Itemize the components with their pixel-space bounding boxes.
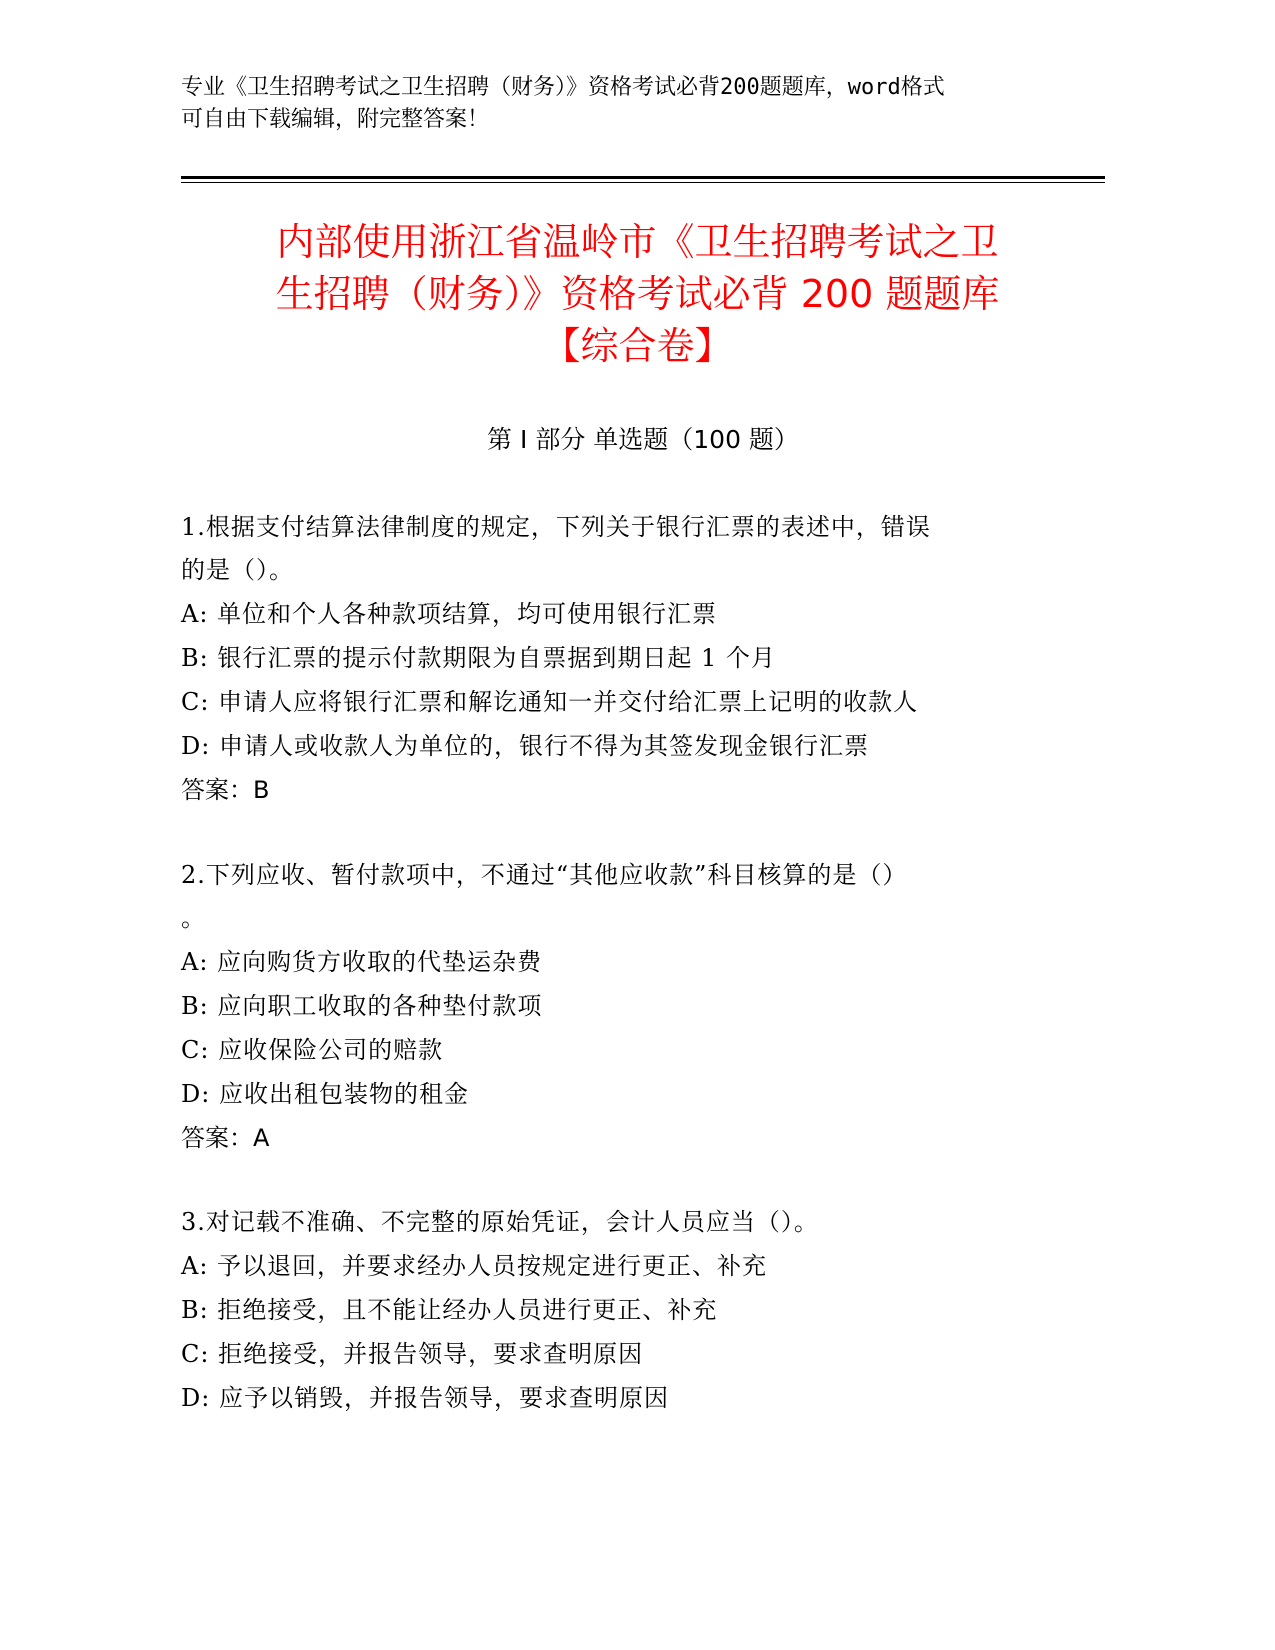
option-d: D: 申请人或收款人为单位的，银行不得为其签发现金银行汇票 [181,732,869,760]
answer: 答案：B [181,776,270,804]
question-2 [181,854,1061,1160]
answer: 答案：A [181,1124,270,1152]
option-a: A: 单位和个人各种款项结算，均可使用银行汇票 [181,600,718,628]
question-stem-continued: 的是（）。 [181,556,294,584]
question-stem-continued: 。 [181,904,206,932]
option-b: B: 拒绝接受，且不能让经办人员进行更正、补充 [181,1296,718,1324]
question-3 [181,1201,1061,1420]
header-line-2: 可自由下载编辑，附完整答案！ [181,107,490,132]
question-1 [181,506,1061,812]
title-line-3: 【综合卷】 [542,324,733,368]
question-stem: 1.根据支付结算法律制度的规定，下列关于银行汇票的表述中，错误 [181,513,931,541]
section-heading: 第 I 部分 单选题（100 题） [487,425,799,454]
document-title [160,216,1115,372]
option-c: C: 拒绝接受，并报告领导，要求查明原因 [181,1340,644,1368]
document-header [181,72,1041,136]
option-c: C: 申请人应将银行汇票和解讫通知一并交付给汇票上记明的收款人 [181,688,919,716]
option-b: B: 银行汇票的提示付款期限为自票据到期日起 1 个月 [181,644,776,672]
header-line-1: 专业《卫生招聘考试之卫生招聘（财务）》资格考试必背200题题库，word格式 [181,75,945,100]
header-divider-thick [181,176,1105,179]
option-d: D: 应收出租包装物的租金 [181,1080,469,1108]
option-a: A: 予以退回，并要求经办人员按规定进行更正、补充 [181,1252,768,1280]
option-c: C: 应收保险公司的赔款 [181,1036,444,1064]
option-d: D: 应予以销毁，并报告领导，要求查明原因 [181,1384,669,1412]
question-stem: 3.对记载不准确、不完整的原始凭证，会计人员应当（）。 [181,1208,819,1236]
title-line-1: 内部使用浙江省温岭市《卫生招聘考试之卫 [276,220,999,264]
option-b: B: 应向职工收取的各种垫付款项 [181,992,543,1020]
question-stem: 2.下列应收、暂付款项中，不通过“其他应收款”科目核算的是（） [181,861,908,889]
option-a: A: 应向购货方收取的代垫运杂费 [181,948,543,976]
title-line-2: 生招聘（财务）》资格考试必背 200 题题库 [275,272,1000,316]
header-divider-thin [181,182,1105,183]
